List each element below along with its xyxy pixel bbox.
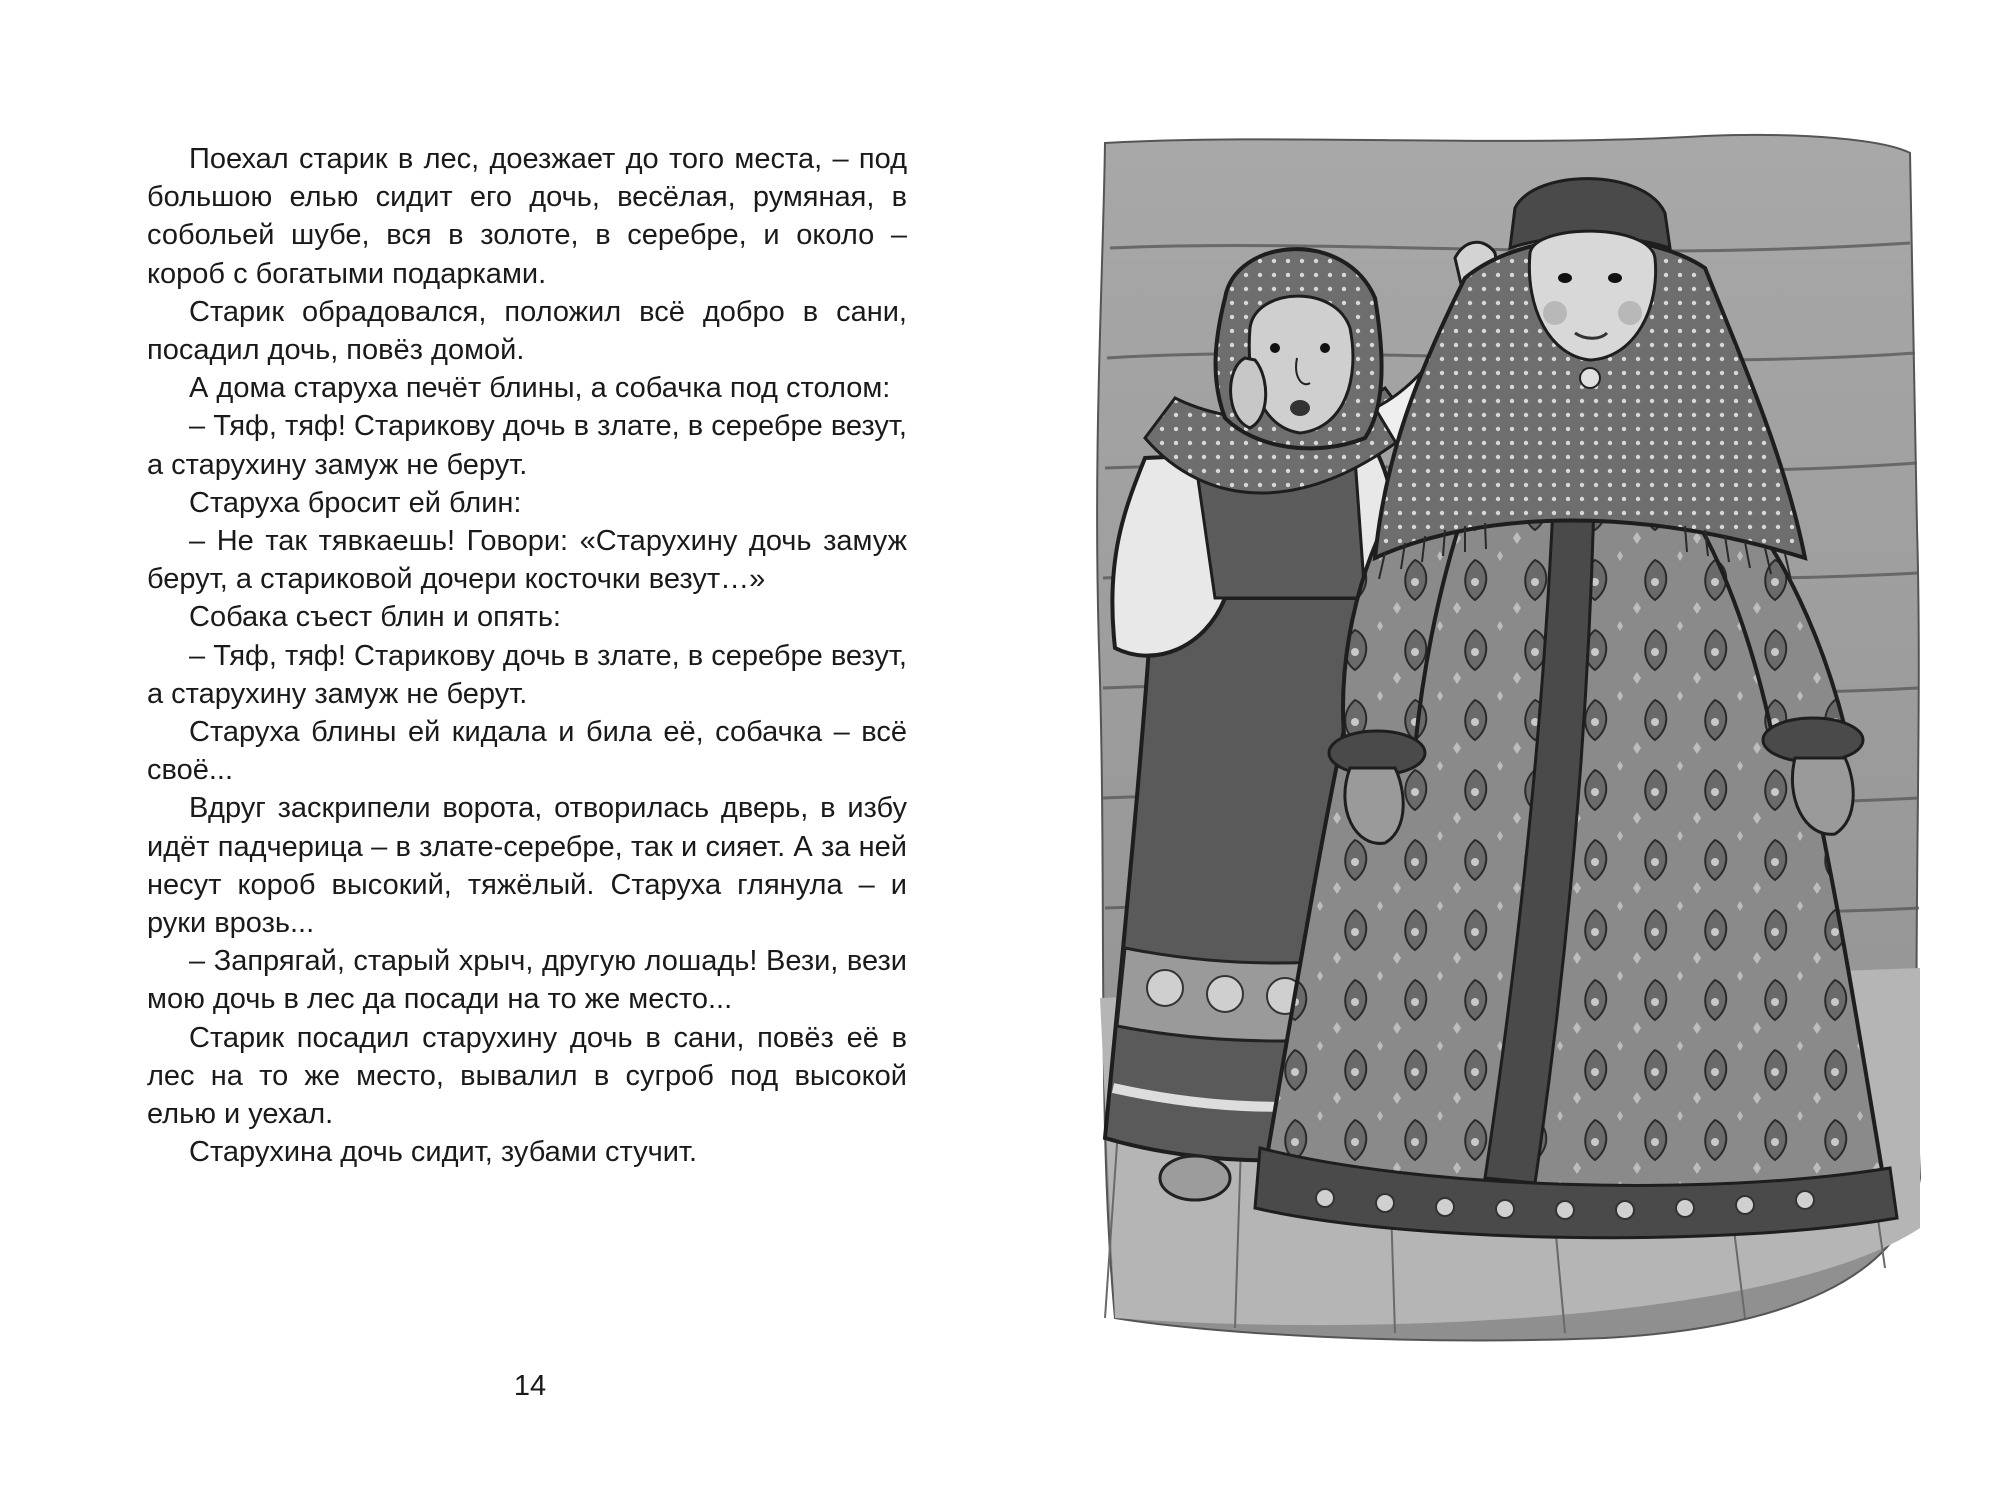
paragraph: Собака съест блин и опять: [189,601,561,634]
paragraph: Поехал старик в лес, доезжает до того места, – под большою елью сидит его дочь, весёлая, румяная, в собольей шубе, вся в золоте, в серебре, и около – короб с богатыми подарками. [147,143,907,290]
paragraph: Старухина дочь сидит, зубами стучит. [189,1136,698,1169]
paragraph: Старик посадил старухину дочь в сани, повёз её в лес на то же место, вывалил в сугроб под высокой елью и уехал. [147,1021,907,1131]
paragraph: Старик обрадовался, положил всё добро в сани, посадил дочь, повёз домой. [147,295,907,367]
paragraph: А дома старуха печёт блины, а собачка под столом: [189,372,891,405]
paragraph: Старуха бросит ей блин: [189,486,522,519]
paragraph: Вдруг заскрипели ворота, отворилась дверь, в избу идёт падчерица – в злате-серебре, так и сияет. А за ней несут короб высокий, тяжёлый. Старуха глянула – и руки врозь... [147,792,907,940]
story-illustration [1085,128,1925,1353]
paragraph: – Тяф, тяф! Старикову дочь в злате, в серебре везут, а старухину замуж не берут. [147,639,907,710]
illustration-drawing [1085,128,1925,1353]
paragraph: – Не так тявкаешь! Говори: «Старухину дочь замуж берут, а стариковой дочери косточки везут…» [147,525,907,596]
page-number: 14 [513,1370,547,1402]
paragraph: – Тяф, тяф! Старикову дочь в злате, в серебре везут, а старухину замуж не берут. [147,410,907,481]
paragraph: Старуха блины ей кидала и била её, собачка – всё своё... [147,716,907,787]
paragraph: – Запрягай, старый хрыч, другую лошадь! Вези, вези мою дочь в лес да посади на то же место... [147,945,907,1016]
story-text [147,140,907,1171]
